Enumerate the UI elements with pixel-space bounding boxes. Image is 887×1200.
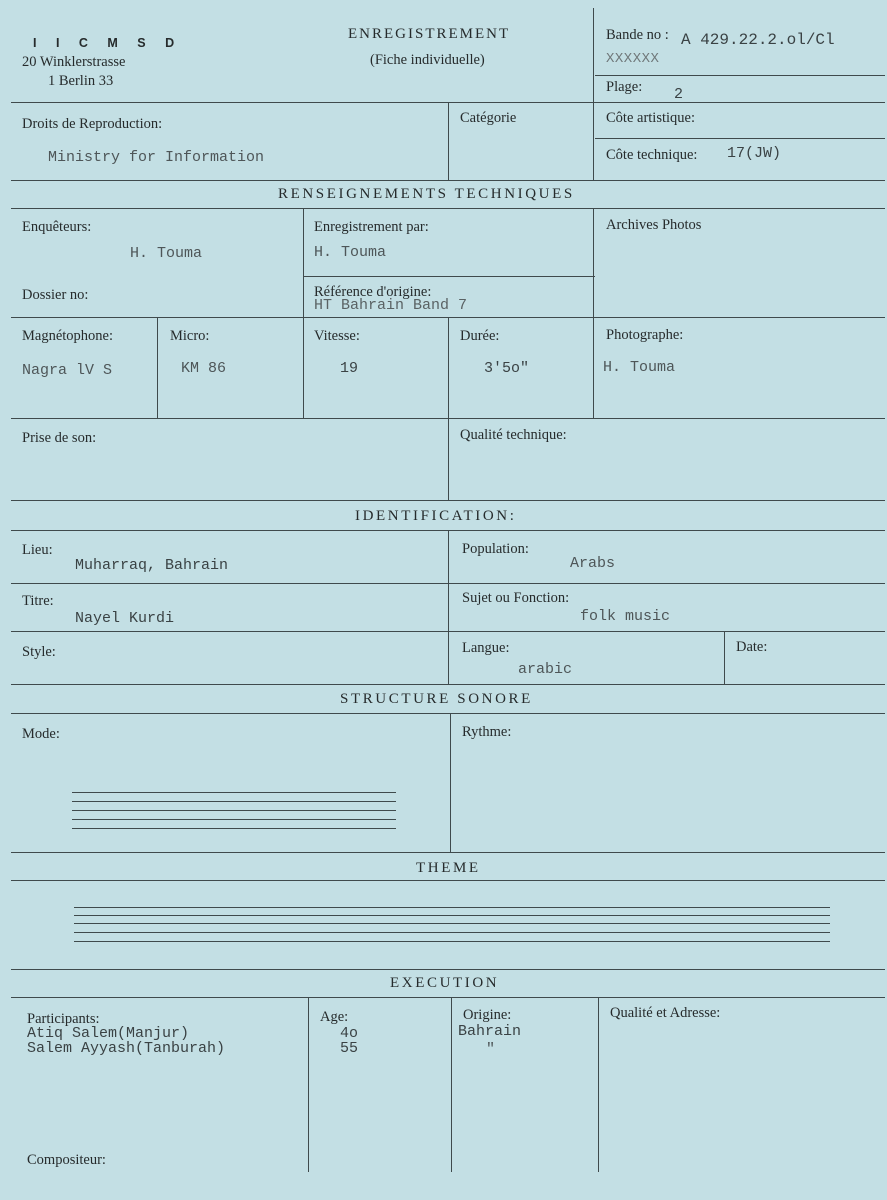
rule: [157, 317, 158, 418]
rythme-label: Rythme:: [462, 724, 512, 740]
origine-1: Bahrain: [458, 1023, 522, 1040]
vitesse-value: 19: [340, 360, 359, 377]
enqueteurs-value: H. Touma: [130, 245, 203, 262]
bande-struck: XXXXXX: [606, 51, 660, 67]
rule: [593, 317, 594, 418]
org-logo: I I C M S D: [33, 36, 183, 50]
micro-value: KM 86: [181, 360, 227, 377]
cote-technique-value: 17(JW): [727, 145, 782, 162]
org-street: 20 Winklerstrasse: [22, 54, 126, 70]
enqueteurs-label: Enquêteurs:: [22, 219, 92, 235]
participants-label: Participants:: [27, 1011, 100, 1027]
origine-2: ": [486, 1041, 496, 1058]
technical-section-title: RENSEIGNEMENTS TECHNIQUES: [278, 186, 575, 202]
bande-value: A 429.22.2.ol/Cl: [681, 31, 835, 49]
cote-technique-label: Côte technique:: [606, 147, 698, 163]
staff-line: [72, 801, 396, 802]
droits-label: Droits de Reproduction:: [22, 116, 163, 132]
rule: [595, 138, 885, 139]
droits-value: Ministry for Information: [48, 149, 265, 166]
rule: [308, 997, 309, 1172]
rule: [11, 713, 885, 714]
duree-value: 3'5o": [484, 360, 530, 377]
magnetophone-label: Magnétophone:: [22, 328, 114, 344]
rule: [448, 418, 449, 500]
rule: [303, 317, 304, 418]
rule: [303, 208, 304, 317]
theme-section-title: THEME: [416, 860, 481, 876]
prise-de-son-label: Prise de son:: [22, 430, 97, 446]
dossier-label: Dossier no:: [22, 287, 89, 303]
rule: [11, 180, 885, 181]
micro-label: Micro:: [170, 328, 210, 344]
staff-line: [74, 923, 830, 924]
execution-section-title: EXECUTION: [390, 975, 500, 991]
photographe-label: Photographe:: [606, 327, 684, 343]
sujet-value: folk music: [580, 608, 671, 625]
staff-line: [74, 941, 830, 942]
lieu-value: Muharraq, Bahrain: [75, 557, 229, 574]
rule: [724, 631, 725, 684]
archives-photos-label: Archives Photos: [606, 217, 702, 233]
age-2: 55: [340, 1040, 359, 1057]
rule: [450, 713, 451, 852]
compositeur-label: Compositeur:: [27, 1152, 106, 1168]
cote-artistique-label: Côte artistique:: [606, 110, 695, 126]
participant-2: Salem Ayyash(Tanburah): [27, 1040, 226, 1057]
staff-line: [74, 915, 830, 916]
rule: [593, 208, 594, 317]
bande-label: Bande no :: [606, 27, 669, 43]
enregistrement-par-label: Enregistrement par:: [314, 219, 429, 235]
staff-line: [72, 819, 396, 820]
rule: [448, 102, 449, 180]
staff-line: [72, 792, 396, 793]
titre-value: Nayel Kurdi: [75, 610, 175, 627]
staff-line: [74, 932, 830, 933]
rule: [11, 880, 885, 881]
population-value: Arabs: [570, 555, 616, 572]
style-label: Style:: [22, 644, 56, 660]
rule: [11, 208, 885, 209]
duree-label: Durée:: [460, 328, 500, 344]
staff-line: [72, 828, 396, 829]
identification-section-title: IDENTIFICATION:: [355, 508, 517, 524]
photographe-value: H. Touma: [603, 359, 676, 376]
age-label: Age:: [320, 1009, 349, 1025]
rule: [11, 852, 885, 853]
org-city: 1 Berlin 33: [48, 73, 114, 89]
magnetophone-value: Nagra lV S: [22, 362, 113, 379]
rule: [598, 997, 599, 1172]
form-subtitle: (Fiche individuelle): [370, 52, 485, 68]
structure-section-title: STRUCTURE SONORE: [340, 691, 533, 707]
lieu-label: Lieu:: [22, 542, 53, 558]
form-title: ENREGISTREMENT: [348, 26, 511, 42]
reference-value: HT Bahrain Band 7: [314, 297, 468, 314]
qualite-technique-label: Qualité technique:: [460, 427, 567, 443]
enregistrement-par-value: H. Touma: [314, 244, 387, 261]
rule: [593, 8, 594, 102]
plage-value: 2: [674, 86, 684, 103]
rule: [11, 684, 885, 685]
titre-label: Titre:: [22, 593, 54, 609]
reference-label: Référence d'origine:: [314, 284, 432, 300]
rule: [593, 102, 594, 180]
participant-1: Atiq Salem(Manjur): [27, 1025, 190, 1042]
rule: [11, 500, 885, 501]
age-1: 4o: [340, 1025, 359, 1042]
mode-label: Mode:: [22, 726, 60, 742]
sujet-label: Sujet ou Fonction:: [462, 590, 570, 606]
rule: [11, 997, 885, 998]
rule: [451, 997, 452, 1172]
qualite-adresse-label: Qualité et Adresse:: [610, 1005, 721, 1021]
population-label: Population:: [462, 541, 529, 557]
staff-line: [74, 907, 830, 908]
rule: [11, 969, 885, 970]
rule: [448, 530, 449, 684]
rule: [303, 276, 595, 277]
categorie-label: Catégorie: [460, 110, 517, 126]
origine-label: Origine:: [463, 1007, 512, 1023]
rule: [595, 75, 885, 76]
staff-line: [72, 810, 396, 811]
vitesse-label: Vitesse:: [314, 328, 360, 344]
langue-label: Langue:: [462, 640, 510, 656]
rule: [448, 317, 449, 418]
langue-value: arabic: [518, 661, 573, 678]
date-label: Date:: [736, 639, 768, 655]
plage-label: Plage:: [606, 79, 643, 95]
